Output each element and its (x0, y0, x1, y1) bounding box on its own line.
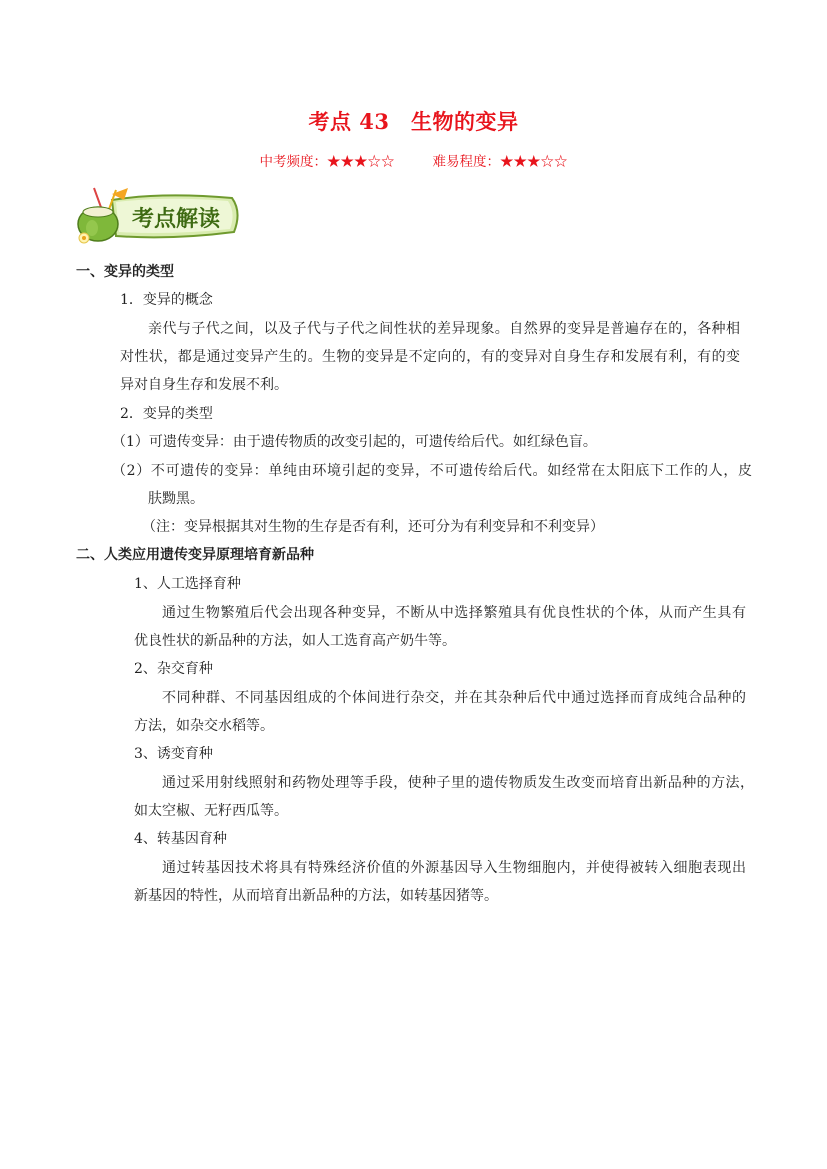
breeding-method-title: 2、杂交育种 (134, 661, 213, 677)
variation-item-2: （2）不可遗传的变异：单纯由环境引起的变异，不可遗传给后代。如经常在太阳底下工作的人，皮 (112, 463, 752, 479)
breeding-method-text: 方法，如杂交水稻等。 (134, 718, 274, 734)
variation-item-1: （1）可遗传变异：由于遗传物质的改变引起的，可遗传给后代。如红绿色盲。 (112, 434, 597, 450)
breeding-method-title: 1、人工选择育种 (134, 576, 241, 592)
difficulty-level: 难易程度：★★★☆☆ (432, 154, 568, 170)
section1-paragraph-line: 亲代与子代之间，以及子代与子代之间性状的差异现象。自然界的变异是普遍存在的，各种相 (148, 321, 740, 337)
kaodian-jiedu-badge (72, 186, 242, 248)
breeding-method-title: 3、诱变育种 (134, 746, 213, 762)
breeding-method-title: 4、转基因育种 (134, 831, 227, 847)
breeding-method-text: 通过转基因技术将具有特殊经济价值的外源基因导入生物细胞内，并使得被转入细胞表现出 (162, 860, 746, 876)
breeding-method-text: 通过生物繁殖后代会出现各种变异，不断从中选择繁殖具有优良性状的个体，从而产生具有 (162, 605, 746, 621)
section1-heading: 一、变异的类型 (76, 264, 174, 280)
breeding-method-text: 如太空椒、无籽西瓜等。 (134, 803, 288, 819)
breeding-method-text: 通过采用射线照射和药物处理等手段，使种子里的遗传物质发生改变而培育出新品种的方法， (162, 775, 754, 791)
breeding-method-text: 优良性状的新品种的方法，如人工选育高产奶牛等。 (134, 633, 456, 649)
breeding-method-text: 新基因的特性，从而培育出新品种的方法，如转基因猪等。 (134, 888, 498, 904)
page-title: 考点 43 生物的变异 (308, 109, 519, 134)
section1-paragraph-line: 异对自身生存和发展不利。 (120, 377, 288, 393)
section1-paragraph-line: 对性状，都是通过变异产生的。生物的变异是不定向的，有的变异对自身生存和发展有利，有的变 (120, 349, 740, 365)
exam-frequency: 中考频度：★★★☆☆ (259, 154, 395, 170)
badge-text: 考点解读 (132, 207, 221, 232)
section1-sub2: 2．变异的类型 (120, 406, 213, 422)
frequency-line (0, 150, 827, 170)
section2-heading: 二、人类应用遗传变异原理培育新品种 (76, 547, 314, 563)
breeding-method-text: 不同种群、不同基因组成的个体间进行杂交，并在其杂种后代中通过选择而育成纯合品种的 (162, 690, 746, 706)
section1-sub1: 1．变异的概念 (120, 292, 213, 308)
variation-item-2-cont: 肤黝黑。 (148, 491, 204, 507)
note: （注：变异根据其对生物的生存是否有利，还可分为有利变异和不利变异） (142, 519, 604, 535)
